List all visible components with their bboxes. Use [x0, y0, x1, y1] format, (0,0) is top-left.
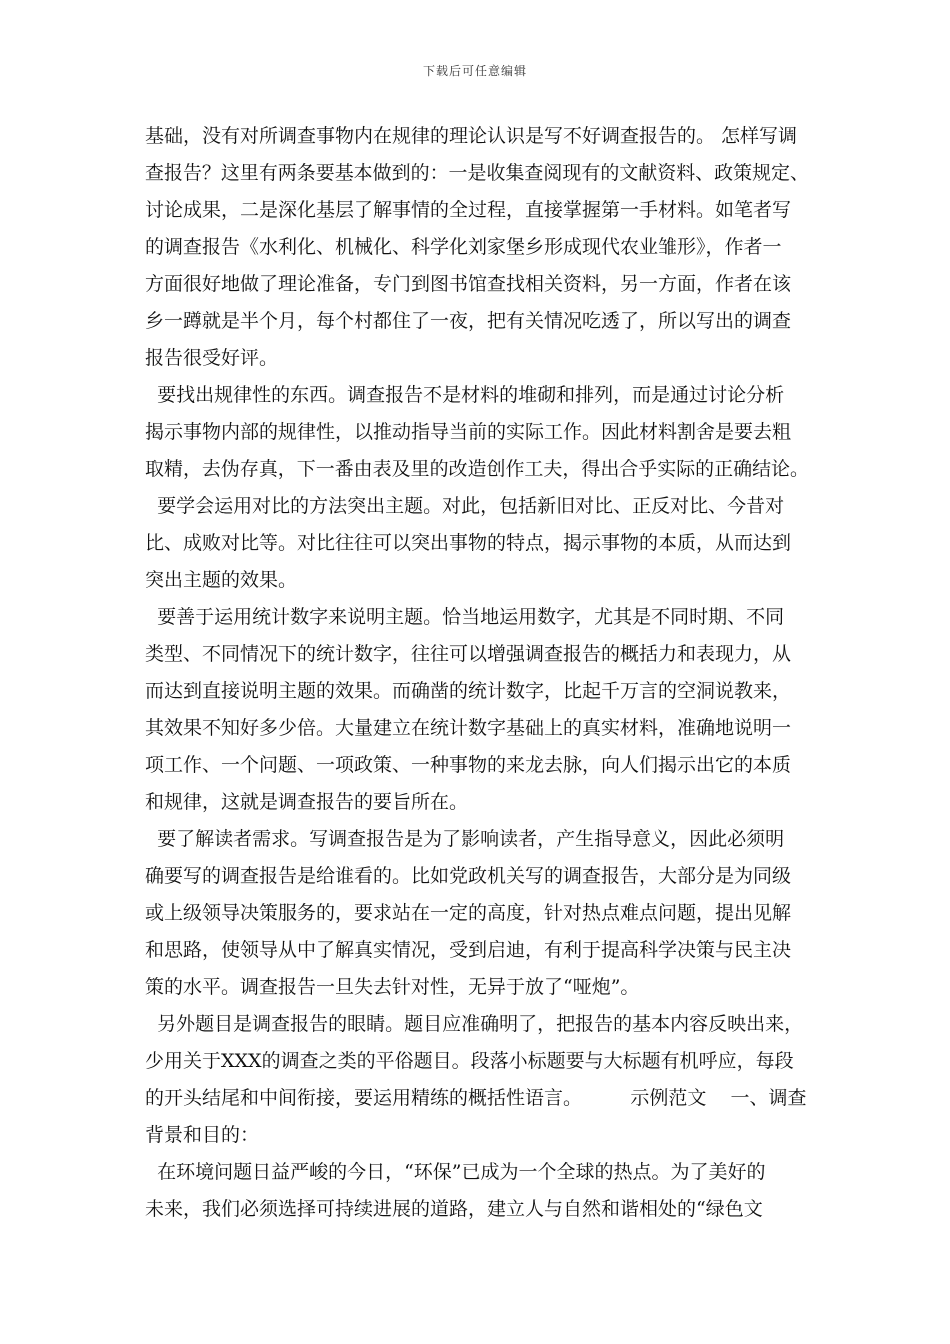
- text-line: 和规律，这就是调查报告的要旨所在。: [145, 791, 469, 813]
- text-line: 的调查报告《水利化、机械化、科学化刘家堡乡形成现代农业雏形》，作者一: [145, 236, 782, 258]
- text-line: 其效果不知好多少倍。大量建立在统计数字基础上的真实材料，准确地说明一: [145, 717, 792, 739]
- text-line: 策的水平。调查报告一旦失去针对性，无异于放了“哑炮”。: [145, 976, 640, 998]
- text-line: 乡一蹲就是半个月，每个村都住了一夜，把有关情况吃透了，所以写出的调查: [145, 310, 792, 332]
- text-line: 要学会运用对比的方法突出主题。对此，包括新旧对比、正反对比、今昔对: [145, 495, 785, 517]
- text-line: 要了解读者需求。写调查报告是为了影响读者，产生指导意义，因此必须明: [145, 828, 785, 850]
- text-line: 取精，去伪存真，下一番由表及里的改造创作工夫，得出合乎实际的正确结论。: [145, 458, 810, 480]
- text-line: 讨论成果，二是深化基层了解事情的全过程，直接掌握第一手材料。如笔者写: [145, 199, 792, 221]
- text-line: 查报告？这里有两条要基本做到的：一是收集查阅现有的文献资料、政策规定、: [145, 162, 810, 184]
- text-line: 少用关于XXX的调查之类的平俗题目。段落小标题要与大标题有机呼应，每段: [145, 1050, 794, 1072]
- text-line: 未来，我们必须选择可持续进展的道路，建立人与自然和谐相处的“绿色文: [145, 1198, 763, 1220]
- text-line: 确要写的调查报告是给谁看的。比如党政机关写的调查报告，大部分是为同级: [145, 865, 792, 887]
- text-line: 要找出规律性的东西。调查报告不是材料的堆砌和排列，而是通过讨论分析: [145, 384, 785, 406]
- text-line: 突出主题的效果。: [145, 569, 298, 591]
- text-line: 比、成败对比等。对比往往可以突出事物的特点，揭示事物的本质，从而达到: [145, 532, 792, 554]
- text-line: 揭示事物内部的规律性，以推动指导当前的实际工作。因此材料割舍是要去粗: [145, 421, 792, 443]
- text-line: 基础，没有对所调查事物内在规律的理论认识是写不好调查报告的。 怎样写调: [145, 125, 798, 147]
- text-line: 在环境问题日益严峻的今日，“环保”已成为一个全球的热点。为了美好的: [145, 1161, 766, 1183]
- text-line: 类型、不同情况下的统计数字，往往可以增强调查报告的概括力和表现力，从: [145, 643, 792, 665]
- page-header: 下载后可任意编辑: [422, 64, 527, 78]
- text-line: 报告很受好评。: [145, 347, 279, 369]
- text-line: 背景和目的：: [145, 1124, 260, 1146]
- text-line: 或上级领导决策服务的，要求站在一定的高度，针对热点难点问题，提出见解: [145, 902, 792, 924]
- text-line: 方面很好地做了理论准备，专门到图书馆查找相关资料，另一方面，作者在该: [145, 273, 792, 295]
- text-line: 项工作、一个问题、一项政策、一种事物的来龙去脉，向人们揭示出它的本质: [145, 754, 792, 776]
- document-body: [145, 118, 809, 1228]
- text-line: 另外题目是调查报告的眼睛。题目应准确明了，把报告的基本内容反映出来，: [145, 1013, 804, 1035]
- text-line: 而达到直接说明主题的效果。而确凿的统计数字，比起千万言的空洞说教来，: [145, 680, 792, 702]
- text-line: 和思路，使领导从中了解真实情况，受到启迪，有利于提高科学决策与民主决: [145, 939, 792, 961]
- text-line: 的开头结尾和中间衔接，要运用精练的概括性语言。 示例范文 一、调查: [145, 1087, 807, 1109]
- text-line: 要善于运用统计数字来说明主题。恰当地运用数字，尤其是不同时期、不同: [145, 606, 785, 628]
